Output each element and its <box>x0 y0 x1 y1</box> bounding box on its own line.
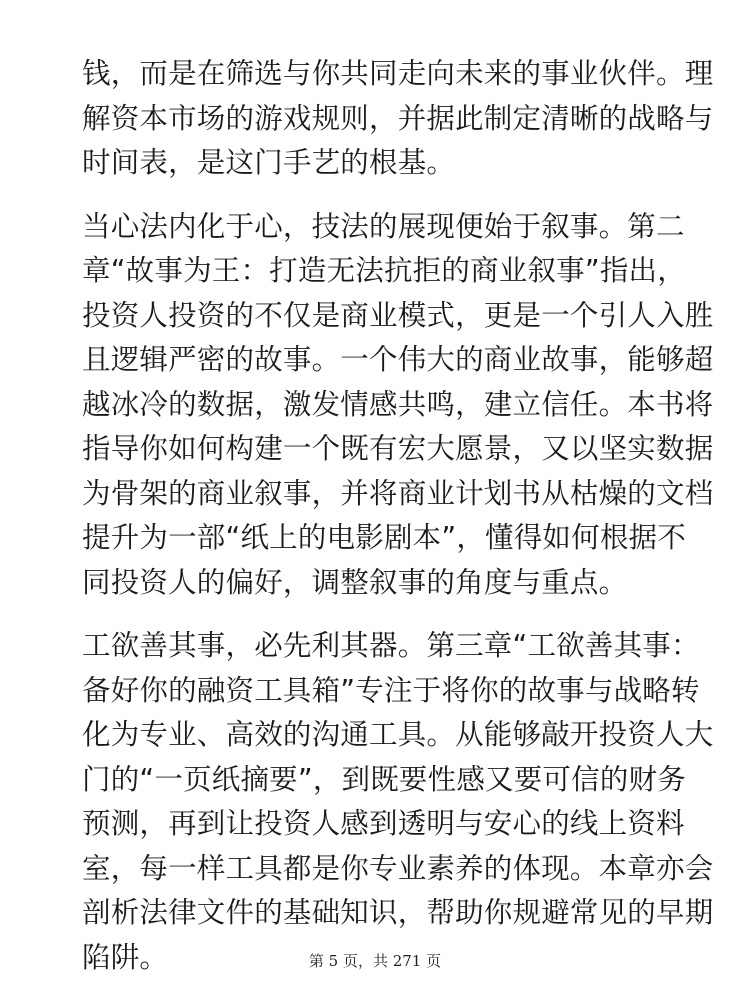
text-line: 章“故事为王：打造无法抗拒的商业叙事”指出， <box>82 254 686 287</box>
text-line: 门的“一页纸摘要”，到既要性感又要可信的财务 <box>82 762 686 796</box>
text-line: 投资人投资的不仅是商业模式，更是一个引人入胜 <box>82 298 714 332</box>
text-line: 备好你的融资工具箱”专注于将你的故事与战略转 <box>82 673 700 707</box>
body-text <box>82 52 714 999</box>
page-number-footer: 第 5 页，共 271 页 <box>308 952 442 970</box>
text-line: 且逻辑严密的故事。一个伟大的商业故事，能够超 <box>82 343 714 376</box>
paragraph-2 <box>82 205 714 606</box>
text-line: 陷阱。 <box>82 940 169 974</box>
text-line: 解资本市场的游戏规则，并据此制定清晰的战略与 <box>82 101 714 135</box>
text-line: 指导你如何构建一个既有宏大愿景，又以坚实数据 <box>82 432 714 465</box>
text-line: 室，每一样工具都是你专业素养的体现。本章亦会 <box>82 851 714 885</box>
text-line: 工欲善其事，必先利其器。第三章“工欲善其事： <box>82 629 700 662</box>
text-line: 越冰冷的数据，激发情感共鸣，建立信任。本书将 <box>82 387 714 421</box>
text-line: 剖析法律文件的基础知识，帮助你规避常见的早期 <box>82 896 714 929</box>
text-line: 为骨架的商业叙事，并将商业计划书从枯燥的文档 <box>82 476 714 510</box>
paragraph-1 <box>82 52 714 186</box>
paragraph-3 <box>82 624 714 980</box>
text-line: 当心法内化于心，技法的展现便始于叙事。第二 <box>82 209 685 243</box>
text-line: 同投资人的偏好，调整叙事的角度与重点。 <box>82 565 628 599</box>
text-line: 时间表，是这门手艺的根基。 <box>82 146 456 179</box>
text-line: 提升为一部“纸上的电影剧本”，懂得如何根据不 <box>82 521 686 554</box>
text-line: 钱，而是在筛选与你共同走向未来的事业伙伴。理 <box>82 57 714 90</box>
text-line: 预测，再到让投资人感到透明与安心的线上资料 <box>82 807 685 840</box>
text-line: 化为专业、高效的沟通工具。从能够敲开投资人大 <box>82 718 714 751</box>
